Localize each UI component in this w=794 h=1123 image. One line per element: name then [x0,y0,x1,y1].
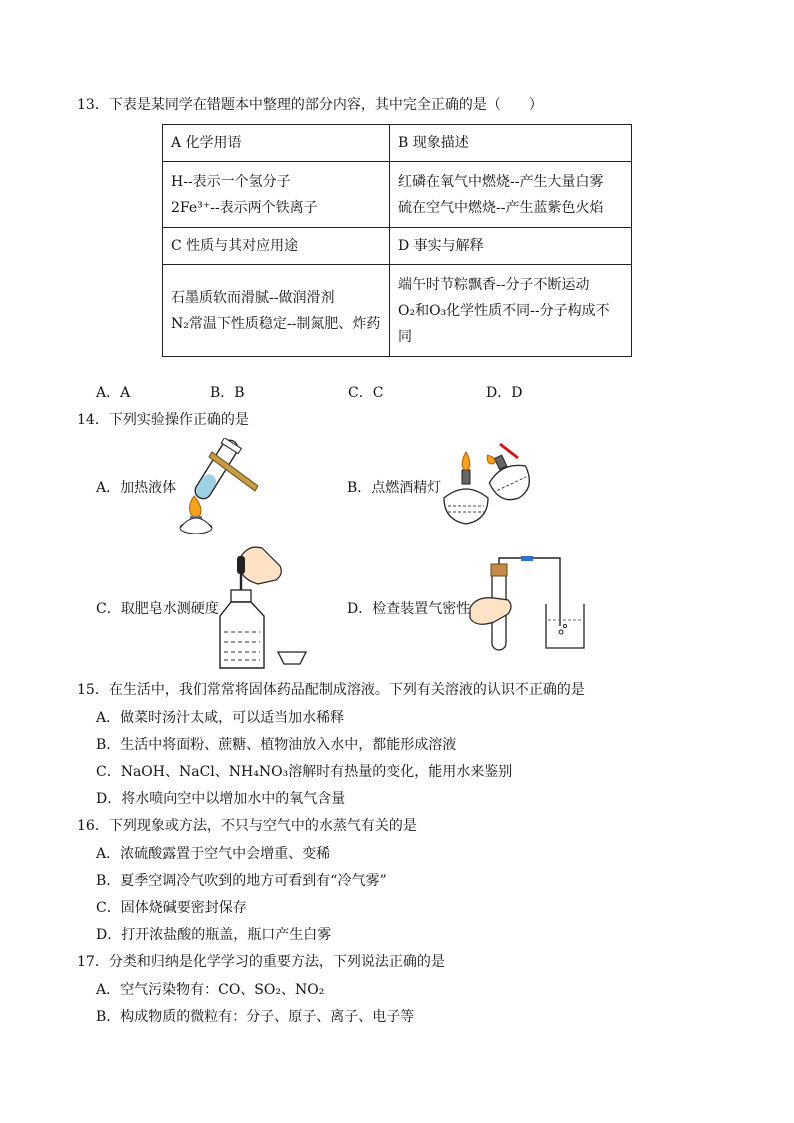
q15-stem: 15．在生活中，我们常常将固体药品配制成溶液。下列有关溶液的认识不正确的是 [77,682,585,698]
q13-table [162,124,632,357]
lighting-lamp-figure [440,440,535,530]
cell-d-content [390,265,632,357]
cell-c-line-1: 石墨质软而滑腻--做润滑剂 [171,289,335,306]
q17-option-b: B．构成物质的微粒有：分子、原子、离子、电子等 [96,1009,415,1025]
cell-a-content [163,162,390,228]
cell-d-line-1: 端午时节粽飘香--分子不断运动 [398,276,590,293]
q14-stem: 14．下列实验操作正确的是 [77,412,249,428]
q14-option-a-label: A．加热液体 [96,480,177,496]
cell-c-header: C 性质与其对应用途 [163,228,390,265]
q16-option-d: D．打开浓盐酸的瓶盖，瓶口产生白雾 [96,927,332,943]
q16-option-c: C．固体烧碱要密封保存 [96,900,247,916]
q13-option-a: A．A [96,385,131,401]
cell-c-line-2: N₂常温下性质稳定--制氮肥、炸药 [171,315,381,332]
q16-option-b: B．夏季空调冷气吹到的地方可看到有“冷气雾” [96,873,387,889]
cell-b-line-2: 硫在空气中燃烧--产生蓝紫色火焰 [398,199,604,216]
cell-a-header: A 化学用语 [163,125,390,162]
q15-option-c: C．NaOH、NaCl、NH₄NO₃溶解时有热量的变化，能用水来鉴别 [96,764,513,780]
cell-a-line-1: H--表示一个氢分子 [171,173,291,190]
cell-d-line-3: 同 [398,328,412,345]
q15-option-a: A．做菜时汤汁太咸，可以适当加水稀释 [96,710,345,726]
q16-option-a: A．浓硫酸露置于空气中会增重、变稀 [96,846,331,862]
q16-stem: 16．下列现象或方法，不只与空气中的水蒸气有关的是 [77,818,417,834]
q13-option-b: B．B [210,385,245,401]
soapy-water-figure [218,540,310,670]
cell-d-header: D 事实与解释 [390,228,632,265]
heating-liquid-figure [172,438,262,534]
q13-stem: 13．下表是某同学在错题本中整理的部分内容，其中完全正确的是（ ） [77,97,543,113]
q15-option-d: D．将水喷向空中以增加水中的氧气含量 [96,791,346,807]
cell-c-content [163,265,390,357]
q14-option-d-label: D．检查装置气密性 [347,601,471,617]
q14-option-c-label: C．取肥皂水测硬度 [96,601,219,617]
q17-stem: 17．分类和归纳是化学学习的重要方法，下列说法正确的是 [77,954,445,970]
q17-option-a: A．空气污染物有：CO、SO₂、NO₂ [96,982,325,998]
q13-option-c: C．C [348,385,384,401]
airtightness-figure [466,556,588,654]
q15-option-b: B．生活中将面粉、蔗糖、植物油放入水中，都能形成溶液 [96,737,457,753]
cell-b-content [390,162,632,228]
cell-d-line-2: O₂和O₃化学性质不同--分子构成不 [398,302,610,319]
cell-a-line-2: 2Fe³⁺--表示两个铁离子 [171,199,318,216]
cell-b-header: B 现象描述 [390,125,632,162]
q14-option-b-label: B．点燃酒精灯 [347,480,442,496]
q13-option-d: D．D [486,385,523,401]
cell-b-line-1: 红磷在氧气中燃烧--产生大量白雾 [398,173,604,190]
